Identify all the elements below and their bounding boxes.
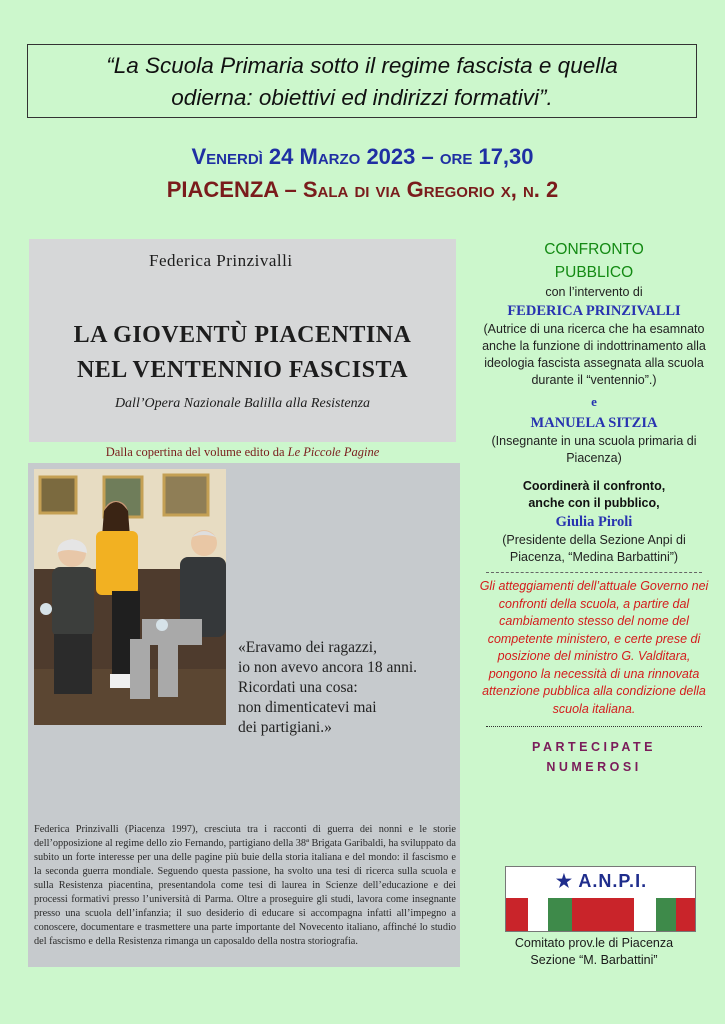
cover-title-line-1: LA GIOVENTÙ PIACENTINA: [73, 322, 412, 348]
coordinator-line-1: Coordinerà il confronto,: [522, 479, 666, 493]
cover-caption-publisher: Le Piccole Pagine: [287, 445, 380, 459]
event-date: Venerdì 24 Marzo 2023 – ore 17,30: [191, 144, 534, 169]
cover-author: Federica Prinzivalli: [149, 251, 293, 270]
book-cover: [29, 239, 456, 442]
family-photo-illustration: [34, 469, 226, 725]
quote-line-1: «Eravamo dei ragazzi,: [238, 639, 377, 656]
quote-line-5: dei partigiani.»: [238, 719, 332, 736]
quote-line-3: Ricordati una cosa:: [238, 679, 358, 696]
event-place: PIACENZA – Sala di via Gregorio x, n. 2: [166, 177, 559, 202]
anpi-logo-text: ★ A.N.P.I.: [506, 867, 696, 895]
speaker-1-name: FEDERICA PRINZIVALLI: [507, 303, 681, 319]
confronto-label: CONFRONTO: [544, 241, 644, 258]
speaker-2-name: MANUELA SITZIA: [530, 415, 658, 431]
partecipate-line-1: PARTECIPATE: [532, 740, 656, 754]
event-details-column: [476, 238, 712, 777]
cover-caption: [29, 445, 456, 460]
anpi-caption-line-2: Sezione “M. Barbattini”: [530, 953, 658, 967]
dashed-divider: [486, 572, 702, 573]
partisan-quote: [238, 638, 453, 738]
title-line-2: odierna: obiettivi ed indirizzi formativi”.: [171, 85, 553, 110]
book-back-cover: [28, 463, 460, 967]
speaker-1-description: (Autrice di una ricerca che ha esamnato anche la funzione di indottrinamento alla ideologia fascista assegnata alla scuola durante il “ventennio”.): [482, 322, 706, 387]
cover-title-line-2: NEL VENTENNIO FASCISTA: [76, 357, 409, 383]
partecipate-line-2: NUMEROSI: [546, 760, 642, 774]
quote-line-4: non dimenticatevi mai: [238, 699, 377, 716]
author-bio: Federica Prinzivalli (Piacenza 1997), cresciuta tra i racconti di guerra dei nonni e le storie dell’opposizione al regime dello zio Fernando, partigiano della 38ª Brigata Garibaldi, ha sviluppato da subito un forte interesse per una delle pagine più buie della storia italiana e del mondo: il fascismo e la seconda guerra mondiale. Seguendo questa passione, ha svolto una tesi di ricerca sulla scuola e sulla Resistenza piacentina, presentandola come tesi di laurea in Scienze dell’educazione e dei processi formativi presso l’università di Parma. Oltre a proseguire gli studi, lavora come insegnante presso una scuola dell’infanzia; il suo desiderio di educare si accompagna infatti all’impegno a conoscere, documentare e trasmettere una parte importante del Novecento italiano, affinché lo studio del fascismo e della Resistenza rimanga un caposaldo della nostra storiografia.: [34, 824, 456, 947]
coordinator-line-2: anche con il pubblico,: [528, 496, 660, 510]
title-line-1: “La Scuola Primaria sotto il regime fascista e quella: [106, 53, 618, 78]
and-label: e: [591, 394, 597, 409]
speaker-2-description: (Insegnante in una scuola primaria di Piacenza): [491, 434, 697, 465]
intervento-label: con l’intervento di: [545, 285, 643, 299]
quote-line-2: io non avevo ancora 18 anni.: [238, 659, 418, 676]
moderator-name: Giulia Piroli: [555, 514, 633, 530]
cover-caption-prefix: Dalla copertina del volume edito da: [105, 445, 288, 459]
dotted-divider: [486, 726, 702, 727]
pubblico-label: PUBBLICO: [554, 264, 634, 281]
family-photo: [34, 469, 226, 725]
anpi-caption-line-1: Comitato prov.le di Piacenza: [514, 936, 674, 950]
cover-subtitle: Dall’Opera Nazionale Balilla alla Resistenza: [114, 396, 371, 411]
moderator-description: (Presidente della Sezione Anpi di Piacenza, “Medina Barbattini”): [502, 533, 686, 564]
anpi-caption: [476, 935, 712, 969]
anpi-logo: [505, 866, 696, 932]
anpi-flag-stripes: [506, 898, 696, 932]
statement-text: Gli atteggiamenti dell’attuale Governo nei confronti della scuola, a partire dal cambiamento stesso del nome del competente ministero, e certe prese di posizione del ministro G. Valditara, pongono la necessità di una rinnovata attenzione pubblica alla condizione della scuola italiana.: [479, 579, 709, 716]
title-box: [27, 44, 697, 118]
